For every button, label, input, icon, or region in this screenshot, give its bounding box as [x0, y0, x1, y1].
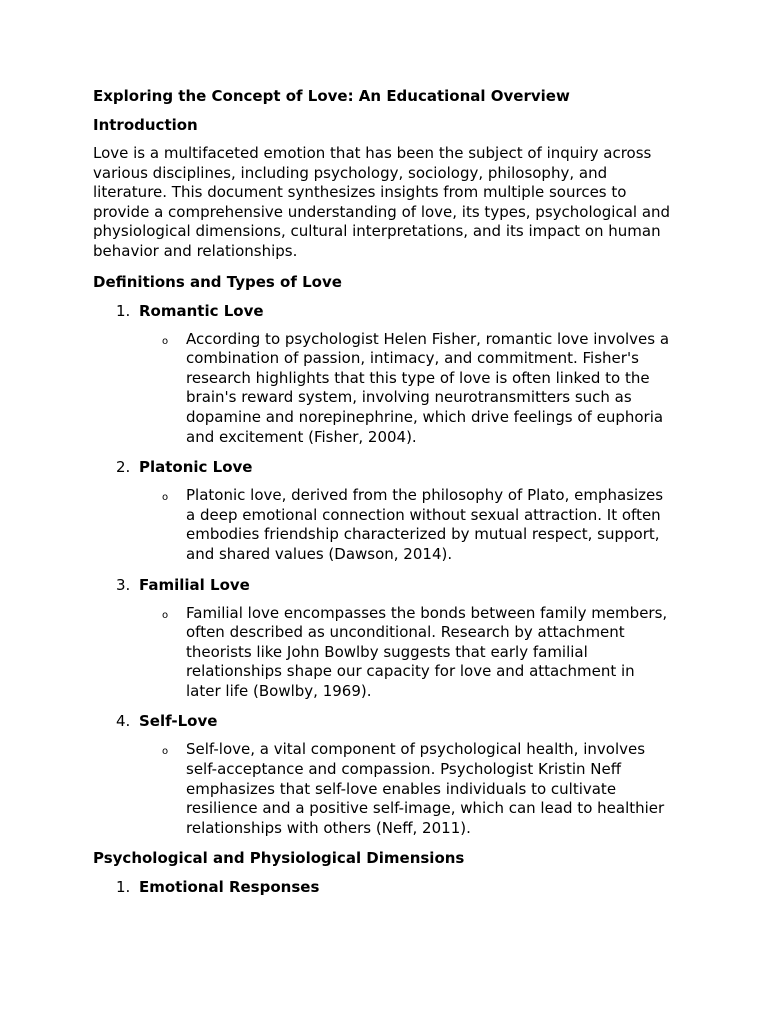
list-item-text: Self-love, a vital component of psychological health, involves self-acceptance and compassion. Psychologist Kristin Neff emphasizes that self-love enables individuals to cultivate resilience and a positive self-image, which can lead to healthier relationships with others (Neff, 2011). — [186, 740, 665, 837]
list-number: 3. — [116, 575, 131, 594]
list-item-text: Familial love encompasses the bonds between family members, often described as unconditional. Research by attachment theorists like John Bowlby suggests that early familial relationships shape our capacity for love and attachment in later life (Bowlby, 1969). — [186, 603, 668, 700]
bullet-icon: o — [162, 492, 169, 504]
list-item-title: Platonic Love — [139, 458, 253, 477]
list-item-title: Emotional Responses — [139, 878, 320, 897]
list-number: 2. — [116, 458, 131, 477]
list-item-self-love — [93, 711, 678, 838]
list-item-title: Familial Love — [139, 575, 250, 594]
list-item-platonic-love — [93, 457, 678, 564]
list-item-familial-love — [93, 575, 678, 702]
list-item-text: According to psychologist Helen Fisher, romantic love involves a combination of passion, intimacy, and commitment. Fisher's research highlights that this type of love is often linked to the brain's reward system, involving neurotransmitters such as dopamine and norepinephrine, which drive feelings of euphoria and excitement (Fisher, 2004). — [186, 329, 670, 446]
definitions-heading: Definitions and Types of Love — [93, 272, 342, 291]
list-item-text: Platonic love, derived from the philosophy of Plato, emphasizes a deep emotional connection without sexual attraction. It often embodies friendship characterized by mutual respect, support, and shared values (Dawson, 2014). — [186, 486, 664, 563]
bullet-icon: o — [162, 335, 169, 347]
list-number: 1. — [116, 878, 131, 897]
dimensions-heading: Psychological and Physiological Dimensions — [93, 849, 465, 868]
list-item-emotional-responses — [93, 877, 678, 897]
list-item-title: Self-Love — [139, 712, 218, 731]
document-title: Exploring the Concept of Love: An Educational Overview — [93, 87, 570, 105]
list-number: 1. — [116, 301, 131, 320]
introduction-heading: Introduction — [93, 116, 198, 134]
introduction-paragraph: Love is a multifaceted emotion that has been the subject of inquiry across various disciplines, including psychology, sociology, philosophy, and literature. This document synthesizes insights from multiple sources to provide a comprehensive understanding of love, its types, psychological and physiological dimensions, cultural interpretations, and its impact on human behavior and relationships. — [93, 144, 671, 260]
bullet-icon: o — [162, 746, 169, 758]
bullet-icon: o — [162, 609, 169, 621]
list-item-title: Romantic Love — [139, 301, 264, 320]
list-number: 4. — [116, 712, 131, 731]
document-page — [93, 86, 678, 907]
list-item-romantic-love — [93, 301, 678, 448]
